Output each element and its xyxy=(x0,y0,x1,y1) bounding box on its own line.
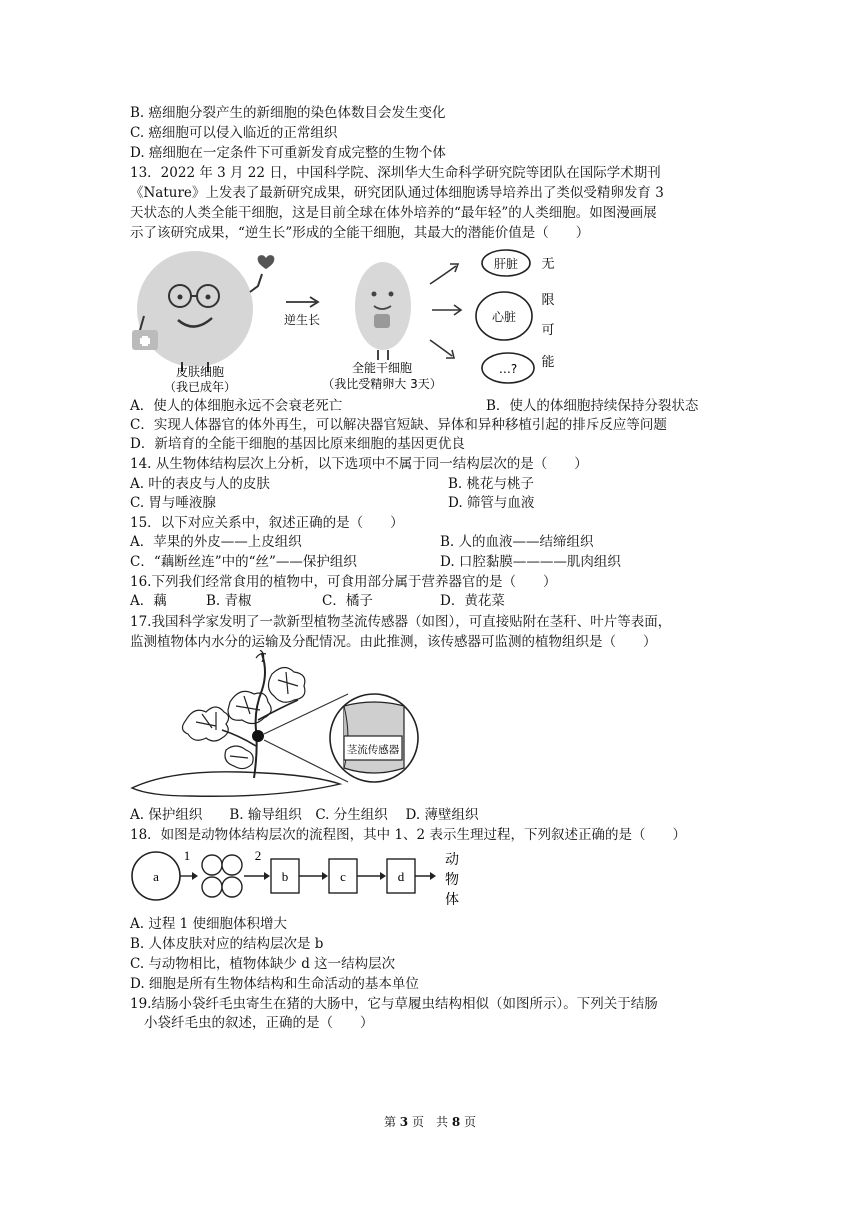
q18-option-d: D. 细胞是所有生物体结构和生命活动的基本单位 xyxy=(130,976,419,992)
q15-option-a: A．苹果的外皮——上皮组织 xyxy=(130,534,302,550)
sensor-label: 茎流传感器 xyxy=(346,745,400,756)
q14-option-c: C. 胃与唾液腺 xyxy=(130,495,216,511)
q13-stem-line4: 示了该研究成果，“逆生长”形成的全能干细胞，其最大的潜能价值是（ ） xyxy=(130,225,590,241)
q14-option-b: B. 桃花与桃子 xyxy=(448,476,535,492)
q13-stem-line2: 《Nature》上发表了最新研究成果，研究团队通过体细胞诱导培养出了类似受精卵发育 3 xyxy=(130,185,664,201)
q16-option-c: C．橘子 xyxy=(322,593,373,609)
q13-stem-cell-comic xyxy=(130,244,560,396)
footer-mid: 页 共 xyxy=(411,1115,448,1129)
flow-cell-a: a xyxy=(153,869,159,884)
side-text-4: 能 xyxy=(541,355,555,370)
side-text-1: 无 xyxy=(541,257,555,272)
q19-stem-line2: 小袋纤毛虫的叙述，正确的是（ ） xyxy=(144,1015,374,1031)
q13-stem-line3: 天状态的人类全能干细胞，这是目前全球在体外培养的“最年轻”的人类细胞。如图漫画展 xyxy=(130,205,657,221)
flow-end-2: 物 xyxy=(445,872,459,888)
q18-option-b: B. 人体皮肤对应的结构层次是 b xyxy=(130,936,324,952)
q19-stem-line1: 19.结肠小袋纤毛虫寄生在猪的大肠中，它与草履虫结构相似（如图所示）。下列关于结肠 xyxy=(130,996,658,1012)
q16-stem: 16.下列我们经常食用的植物中，可食用部分属于营养器官的是（ ） xyxy=(130,574,557,590)
sensor-dot xyxy=(252,730,264,742)
page-footer xyxy=(0,1113,860,1130)
flow-box-c: c xyxy=(340,869,346,884)
q16-option-b: B. 青椒 xyxy=(206,593,252,609)
q17-stem-line1: 17.我国科学家发明了一款新型植物茎流传感器（如图），可直接贴附在茎秆、叶片等表面， xyxy=(130,614,672,630)
q15-option-c: C．“藕断丝连”中的“丝”——保护组织 xyxy=(130,554,357,570)
q17-stem-flow-sensor-figure xyxy=(130,650,420,802)
flow-end-1: 动 xyxy=(445,852,459,868)
q13-stem-line1: 13．2022 年 3 月 22 日，中国科学院、深圳华大生命科学研究院等团队在国际学术期刊 xyxy=(130,165,661,181)
q18-option-c: C. 与动物相比，植物体缺少 d 这一结构层次 xyxy=(130,956,396,972)
q18-stem: 18．如图是动物体结构层次的流程图，其中 1、2 表示生理过程，下列叙述正确的是（ ） xyxy=(130,827,686,843)
page-total: 8 xyxy=(451,1115,461,1129)
organ-heart-label: 心脏 xyxy=(491,310,517,324)
stem-cell-label: 全能干细胞 xyxy=(351,361,413,375)
side-text-2: 限 xyxy=(541,293,555,308)
flow-end-3: 体 xyxy=(445,892,459,908)
organ-liver-label: 肝脏 xyxy=(493,257,519,271)
q12-option-b: B. 癌细胞分裂产生的新细胞的染色体数目会发生变化 xyxy=(130,105,446,121)
stem-cell-note: （我比受精卵大 3天） xyxy=(322,377,442,391)
q18-option-a: A. 过程 1 使细胞体积增大 xyxy=(130,916,288,932)
q15-stem: 15．以下对应关系中，叙述正确的是（ ） xyxy=(130,515,404,531)
q16-option-d: D．黄花菜 xyxy=(440,593,505,609)
q14-option-d: D. 筛管与血液 xyxy=(448,495,535,511)
side-text-3: 可 xyxy=(541,323,555,338)
q14-option-a: A. 叶的表皮与人的皮肤 xyxy=(130,476,270,492)
reverse-growth-label: 逆生长 xyxy=(283,313,321,327)
q15-option-d: D. 口腔黏膜————肌肉组织 xyxy=(440,554,621,570)
q18-structure-flowchart xyxy=(130,846,470,916)
page-number: 3 xyxy=(399,1115,409,1129)
q17-stem-line2: 监测植物体内水分的运输及分配情况。由此推测，该传感器可监测的植物组织是（ ） xyxy=(130,634,657,650)
q14-stem: 14. 从生物体结构层次上分析，以下选项中不属于同一结构层次的是（ ） xyxy=(130,456,588,472)
q13-option-a: A．使人的体细胞永远不会衰老死亡 xyxy=(130,398,343,414)
footer-pre: 第 xyxy=(383,1115,396,1129)
flow-box-d: d xyxy=(397,869,405,884)
q16-option-a: A．藕 xyxy=(130,593,167,609)
stem-cell-illustration xyxy=(355,262,411,360)
flow-step-1: 1 xyxy=(183,848,191,863)
footer-post: 页 xyxy=(464,1115,477,1129)
sensor-magnified-view xyxy=(330,694,418,782)
q15-option-b: B. 人的血液——结缔组织 xyxy=(440,534,594,550)
q13-option-c: C．实现人体器官的体外再生，可以解决器官短缺、异体和异种移植引起的排斥反应等问题 xyxy=(130,417,667,433)
skin-cell-note: （我已成年） xyxy=(163,380,237,394)
skin-cell-label: 皮肤细胞 xyxy=(175,365,225,379)
q12-option-d: D. 癌细胞在一定条件下可重新发育成完整的生物个体 xyxy=(130,145,446,161)
q12-option-c: C. 癌细胞可以侵入临近的正常组织 xyxy=(130,125,338,141)
q13-option-b: B．使人的体细胞持续保持分裂状态 xyxy=(486,398,699,414)
q13-option-d: D．新培育的全能干细胞的基因比原来细胞的基因更优良 xyxy=(130,436,465,452)
skin-cell-illustration xyxy=(132,251,274,372)
q17-options: A. 保护组织 B. 输导组织 C. 分生组织 D. 薄壁组织 xyxy=(130,807,479,823)
organ-unknown-label: …? xyxy=(498,362,518,376)
flow-box-b: b xyxy=(281,869,289,884)
flow-step-2: 2 xyxy=(254,848,262,863)
